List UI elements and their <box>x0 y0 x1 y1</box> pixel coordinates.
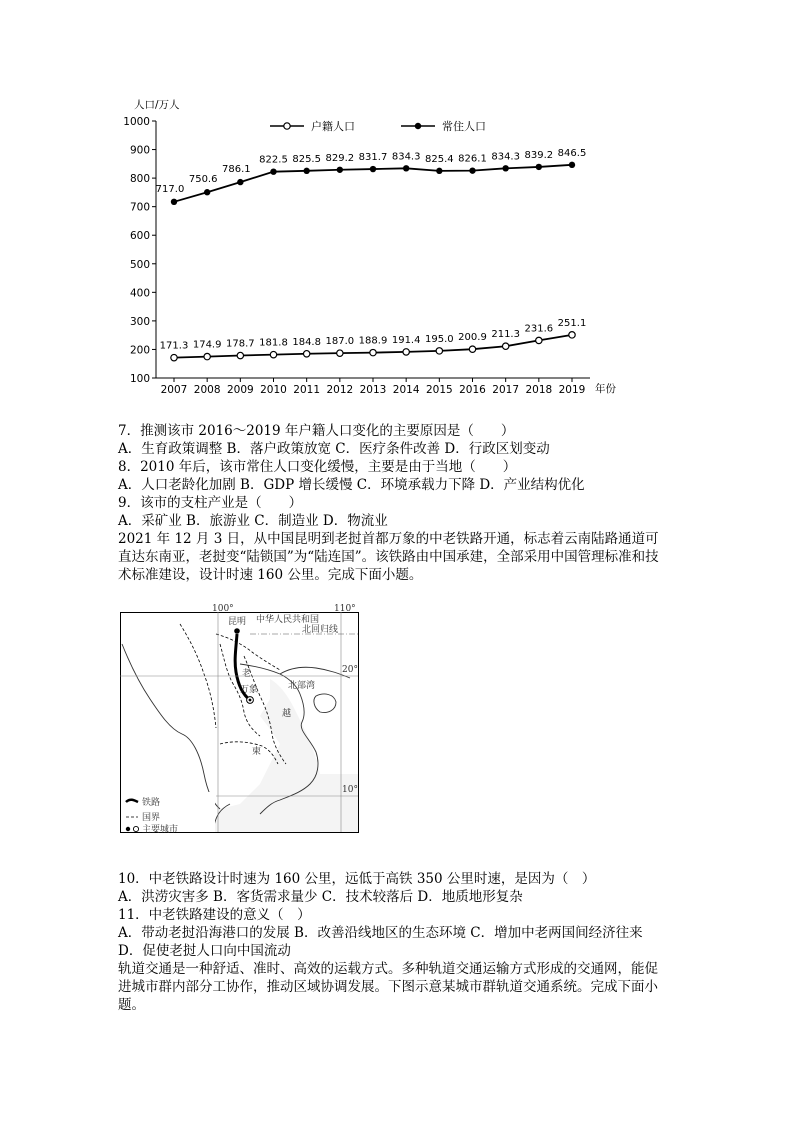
series-1-point <box>370 166 376 172</box>
x-tick-label: 2010 <box>260 384 287 396</box>
series-1-data-label: 834.3 <box>491 151 520 163</box>
x-tick-label: 2015 <box>425 384 453 396</box>
series-0-data-label: 200.9 <box>458 332 487 344</box>
china-laos-railway-map <box>120 604 360 834</box>
series-0-data-label: 187.0 <box>325 336 355 348</box>
city-kunming-icon <box>234 628 240 634</box>
series-0-data-label: 195.0 <box>425 333 454 345</box>
series-0-point <box>403 349 409 355</box>
map-label-country-cn: 中华人民共和国 <box>256 615 320 625</box>
map-label-lat20: 20° <box>342 665 358 675</box>
series-0-point <box>171 354 177 360</box>
population-line-chart <box>108 92 668 400</box>
series-0-point <box>536 337 542 343</box>
series-1-data-label: 717.0 <box>155 183 185 195</box>
series-1-point <box>403 165 409 171</box>
map-label-beibu: 北部湾 <box>288 681 316 691</box>
series-1-point <box>237 179 243 185</box>
x-tick-label: 2007 <box>160 384 188 396</box>
series-1-data-label: 846.5 <box>557 147 587 159</box>
legend-label-huji: 户籍人口 <box>311 120 355 133</box>
series-0-data-label: 171.3 <box>159 340 189 352</box>
y-tick-label: 800 <box>129 173 150 186</box>
series-1-point <box>469 167 475 173</box>
map-label-tropic: 北回归线 <box>302 625 339 635</box>
legend-railway-label: 铁路 <box>142 798 161 808</box>
x-tick-label: 2012 <box>326 384 354 396</box>
x-tick-label: 2019 <box>558 384 586 396</box>
series-1-data-label: 829.2 <box>325 152 355 164</box>
legend-city-dot-icon <box>126 827 130 831</box>
intro-rail-transit: 轨道交通是一种舒适、准时、高效的运载方式。多种轨道交通运输方式形成的交通网，能促进城市群内部分工协作，推动区域协调发展。下图示意某城市群轨道交通系统。完成下面小题。 <box>118 961 658 1013</box>
series-0-point <box>204 353 210 359</box>
map-label-laos: 老 <box>242 669 252 679</box>
series-0-data-label: 174.9 <box>192 339 222 351</box>
map-label-lon110: 110° <box>334 604 356 614</box>
x-axis-label: 年份 <box>595 383 616 395</box>
series-1-point <box>569 162 575 168</box>
series-1-point <box>436 168 442 174</box>
series-0-data-label: 211.3 <box>491 329 520 341</box>
x-tick-label: 2018 <box>525 384 553 396</box>
question-8: 8．2010 年后，该市常住人口变化缓慢，主要是由于当地（ ） <box>118 459 517 475</box>
legend-capital-icon <box>133 826 138 831</box>
series-1-data-label: 831.7 <box>358 152 388 164</box>
series-0-point <box>469 346 475 352</box>
x-tick-label: 2016 <box>459 384 486 396</box>
x-tick-label: 2011 <box>293 384 321 396</box>
y-tick-label: 100 <box>129 373 150 385</box>
series-0-point <box>303 351 309 357</box>
series-1-data-label: 822.5 <box>259 154 288 166</box>
series-1-data-label: 834.3 <box>391 151 421 163</box>
series-1-data-label: 825.5 <box>292 153 321 165</box>
series-1-point <box>536 164 542 170</box>
series-1-data-label: 839.2 <box>524 149 554 161</box>
x-tick-label: 2017 <box>492 384 520 396</box>
y-tick-label: 900 <box>129 144 150 157</box>
series-0-point <box>502 343 508 349</box>
x-tick-label: 2014 <box>392 384 420 396</box>
series-1-point <box>337 167 343 173</box>
map-label-lon100: 100° <box>212 604 234 614</box>
x-tick-label: 2009 <box>226 384 254 396</box>
intro-china-laos-railway: 2021 年 12 月 3 日，从中国昆明到老挝首都万象的中老铁路开通，标志着云南陆路通道可直达东南亚，老挝变“陆锁国”为“陆连国”。该铁路由中国承建，全部采用中国管理标准和技术标准建设，设计时速 160 公里。完成下面小题。 <box>118 531 659 583</box>
y-tick-label: 1000 <box>123 116 150 128</box>
map-label-cambodia: 柬 <box>252 747 262 757</box>
series-1-data-label: 750.6 <box>188 174 218 186</box>
series-0-data-label: 181.8 <box>259 337 288 349</box>
series-1-data-label: 786.1 <box>222 164 251 176</box>
series-0-point <box>370 349 376 355</box>
question-7: 7．推测该市 2016～2019 年户籍人口变化的主要原因是（ ） <box>118 423 515 439</box>
map-label-vientiane: 万象 <box>240 685 259 695</box>
series-1-data-label: 825.4 <box>425 153 454 165</box>
question-9: 9．该市的支柱产业是（ ） <box>118 495 303 511</box>
y-tick-label: 200 <box>129 344 150 357</box>
city-vientiane-dot <box>249 699 252 702</box>
legend-label-changzhu: 常住人口 <box>442 120 486 133</box>
series-1-data-label: 826.1 <box>458 153 487 165</box>
question-8-options: A．人口老龄化加剧 B．GDP 增长缓慢 C．环境承载力下降 D．产业结构优化 <box>118 477 585 493</box>
legend-border-label: 国界 <box>142 813 161 823</box>
question-10-options: A．洪涝灾害多 B．客货需求量少 C．技术较落后 D．地质地形复杂 <box>118 889 523 905</box>
y-tick-label: 500 <box>129 258 150 271</box>
x-tick-label: 2008 <box>193 384 221 396</box>
series-0-data-label: 188.9 <box>358 335 388 347</box>
y-tick-label: 300 <box>129 315 150 328</box>
map-label-kunming: 昆明 <box>228 617 247 627</box>
series-0-data-label: 184.8 <box>292 336 321 348</box>
y-tick-label: 400 <box>129 287 150 300</box>
y-axis-label: 人口/万人 <box>134 99 180 111</box>
question-7-options: A．生育政策调整 B．落户政策放宽 C．医疗条件改善 D．行政区划变动 <box>118 441 550 457</box>
series-0-data-label: 251.1 <box>557 317 587 329</box>
legend-marker-changzhu <box>415 123 421 129</box>
legend-cities-label: 主要城市 <box>142 825 179 834</box>
legend-marker-huji <box>284 123 290 129</box>
series-1-point <box>303 168 309 174</box>
series-0-point <box>270 351 276 357</box>
series-1-point <box>204 189 210 195</box>
series-0-data-label: 231.6 <box>524 323 554 335</box>
series-0-point <box>436 348 442 354</box>
question-9-options: A．采矿业 B．旅游业 C．制造业 D．物流业 <box>118 513 388 529</box>
question-11: 11．中老铁路建设的意义（ ） <box>118 907 311 923</box>
island-hainan <box>314 694 336 713</box>
series-0-point <box>237 352 243 358</box>
series-1-point <box>171 199 177 205</box>
map-label-lat10: 10° <box>342 785 358 795</box>
series-1-point <box>502 165 508 171</box>
series-1-point <box>270 168 276 174</box>
series-0-data-label: 191.4 <box>391 334 421 346</box>
map-label-vietnam: 越 <box>282 709 292 719</box>
x-tick-label: 2013 <box>359 384 387 396</box>
y-tick-label: 600 <box>129 230 150 243</box>
series-0-data-label: 178.7 <box>226 338 255 350</box>
series-0-point <box>569 332 575 338</box>
series-0-point <box>337 350 343 356</box>
question-11-options: A．带动老挝沿海港口的发展 B．改善沿线地区的生态环境 C．增加中老两国间经济往来 D．促使老挝人口向中国流动 <box>118 925 643 959</box>
question-10: 10．中老铁路设计时速为 160 公里，远低于高铁 350 公里时速，是因为（ ） <box>118 871 596 887</box>
y-tick-label: 700 <box>129 201 150 214</box>
